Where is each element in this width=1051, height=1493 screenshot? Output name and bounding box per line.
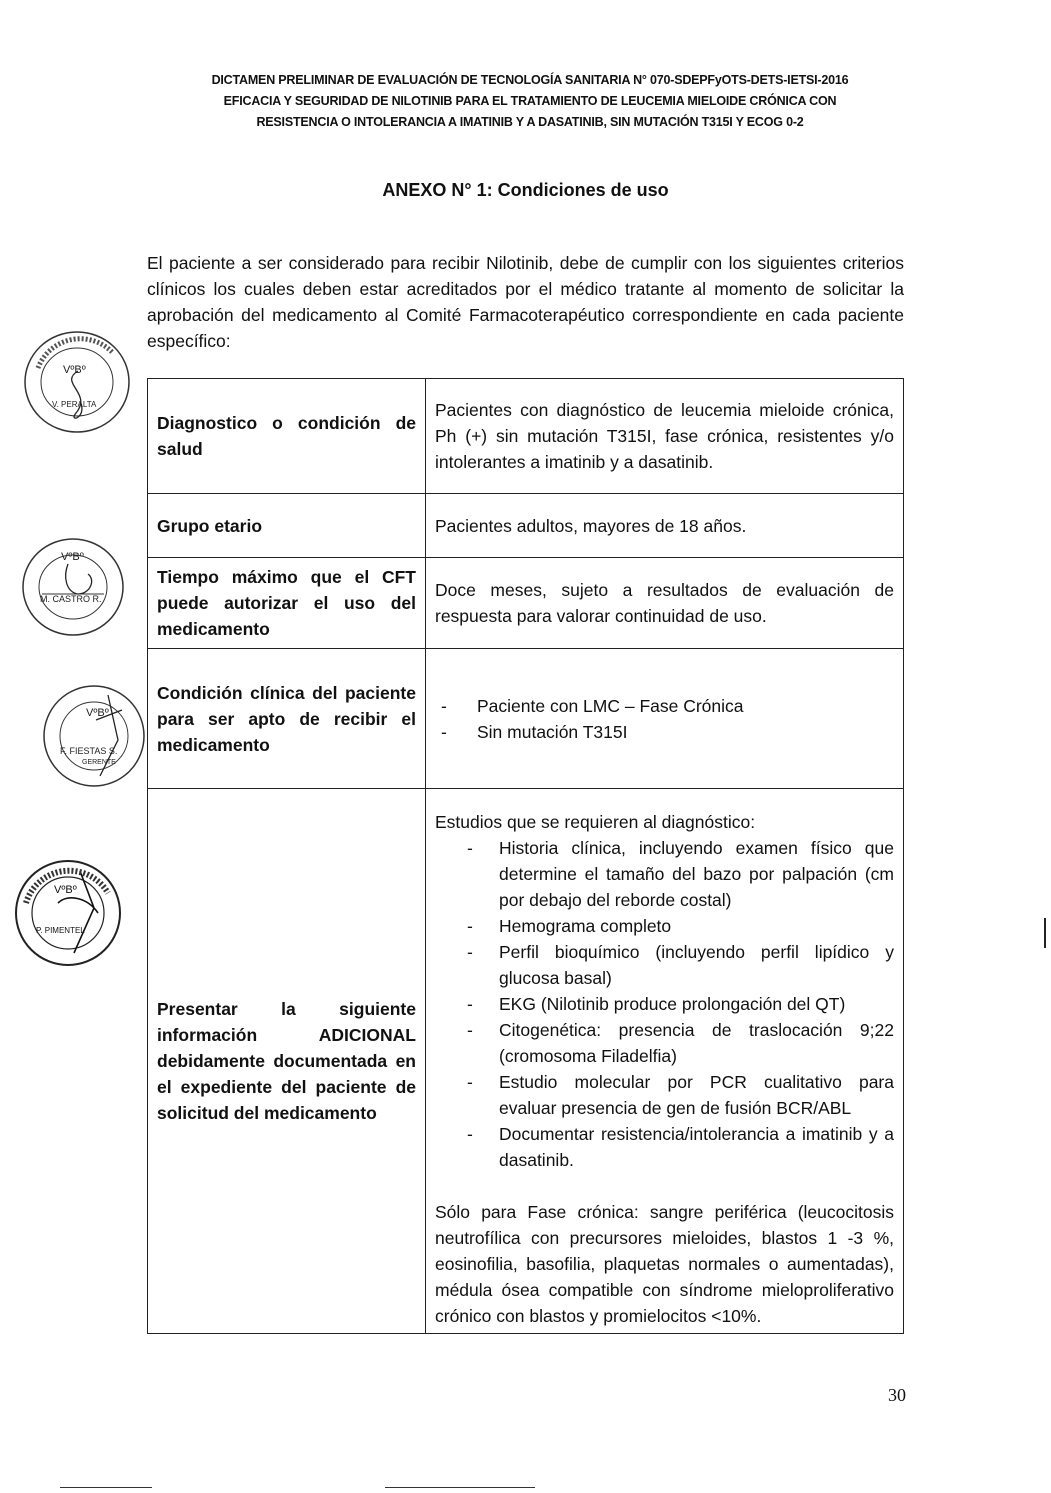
- list-item: - Perfil bioquímico (incluyendo perfil lipídico y glucosa basal): [435, 939, 894, 991]
- row-value: Pacientes adultos, mayores de 18 años.: [426, 494, 904, 558]
- row-label: Tiempo máximo que el CFT puede autorizar el uso del medicamento: [148, 558, 426, 649]
- row-label: Diagnostico o condición de salud: [148, 379, 426, 494]
- stamp-vb: VºBº: [63, 364, 86, 376]
- list-item: - Sin mutación T315I: [435, 719, 894, 745]
- intro-paragraph: El paciente a ser considerado para recibir Nilotinib, debe de cumplir con los siguientes criterios clínicos los cuales deben estar acreditados por el médico tratante al momento de solicitar la aprobación del medicamento al Comité Farmacoterapéutico correspondiente en cada paciente específico:: [147, 253, 904, 351]
- condition-list: [435, 693, 894, 745]
- list-item: - Historia clínica, incluyendo examen físico que determine el tamaño del bazo por palpación (cm por debajo del reborde costal): [435, 835, 894, 913]
- list-item: - EKG (Nilotinib produce prolongación del QT): [435, 991, 894, 1017]
- row-label: Presentar la siguiente información ADICIONAL debidamente documentada en el expediente del paciente de solicitud del medicamento: [148, 789, 426, 1334]
- list-item: - Documentar resistencia/intolerancia a imatinib y a dasatinib.: [435, 1121, 894, 1173]
- list-item: - Paciente con LMC – Fase Crónica: [435, 693, 894, 719]
- chronic-phase-note: Sólo para Fase crónica: sangre periférica (leucocitosis neutrofílica con precursores mieloides, blastos 1 -3 %, eosinofilia, basofilia, plaquetas normales o aumentadas), médula ósea compatible con síndrome mieloproliferativo crónico con blastos y promielocitos <10%.: [435, 1202, 894, 1326]
- stamp-seal-icon: [8, 853, 128, 973]
- list-item: - Estudio molecular por PCR cualitativo para evaluar presencia de gen de fusión BCR/ABL: [435, 1069, 894, 1121]
- footer-rule: [385, 1487, 535, 1488]
- table-row: [148, 649, 904, 789]
- table-row: [148, 379, 904, 494]
- list-item: - Citogenética: presencia de traslocación 9;22 (cromosoma Filadelfia): [435, 1017, 894, 1069]
- header-line-3: RESISTENCIA O INTOLERANCIA A IMATINIB Y A DASATINIB, SIN MUTACIÓN T315I Y ECOG 0-2: [256, 115, 804, 129]
- document-header: [120, 70, 940, 133]
- conditions-table: [147, 378, 904, 1334]
- list-item: - Hemograma completo: [435, 913, 894, 939]
- approval-stamp: [8, 853, 128, 973]
- stamp-name: P. PIMENTEL: [36, 926, 85, 935]
- header-line-1: DICTAMEN PRELIMINAR DE EVALUACIÓN DE TECNOLOGÍA SANITARIA N° 070-SDEPFyOTS-DETS-IETSI-2016: [211, 73, 849, 87]
- stamp-vb: VºBº: [86, 707, 109, 719]
- row-value: Pacientes con diagnóstico de leucemia mieloide crónica, Ph (+) sin mutación T315I, fase crónica, resistentes y/o intolerantes a imatinib y a dasatinib.: [426, 379, 904, 494]
- table-row: [148, 789, 904, 1334]
- stamp-name: V. PERALTA: [52, 400, 97, 409]
- stamp-seal-icon: [38, 680, 150, 792]
- approval-stamp: [18, 532, 128, 642]
- studies-title: Estudios que se requieren al diagnóstico:: [435, 812, 756, 832]
- stamp-vb: VºBº: [54, 884, 77, 896]
- header-line-2: EFICACIA Y SEGURIDAD DE NILOTINIB PARA EL TRATAMIENTO DE LEUCEMIA MIELOIDE CRÓNICA CON: [223, 94, 837, 108]
- stamp-name: F. FIESTAS S.: [60, 746, 118, 756]
- row-label: Condición clínica del paciente para ser apto de recibir el medicamento: [148, 649, 426, 789]
- approval-stamp: [38, 680, 150, 792]
- row-value: Doce meses, sujeto a resultados de evaluación de respuesta para valorar continuidad de uso.: [426, 558, 904, 649]
- footer-rule: [60, 1487, 152, 1488]
- row-value: [426, 789, 904, 1334]
- stamp-name: M. CASTRO R.: [40, 594, 102, 604]
- row-label: Grupo etario: [148, 494, 426, 558]
- table-row: [148, 558, 904, 649]
- table-row: [148, 494, 904, 558]
- stamp-role: GERENTE: [82, 759, 116, 766]
- scan-edge-mark: [1044, 918, 1046, 948]
- approval-stamp: [18, 323, 136, 441]
- annex-title: ANEXO N° 1: Condiciones de uso: [382, 180, 669, 200]
- stamp-seal-icon: [18, 323, 136, 441]
- page-number: 30: [888, 1385, 906, 1405]
- stamp-vb: VºBº: [61, 551, 84, 563]
- row-value: [426, 649, 904, 789]
- studies-list: [435, 835, 894, 1173]
- stamp-seal-icon: [18, 532, 128, 642]
